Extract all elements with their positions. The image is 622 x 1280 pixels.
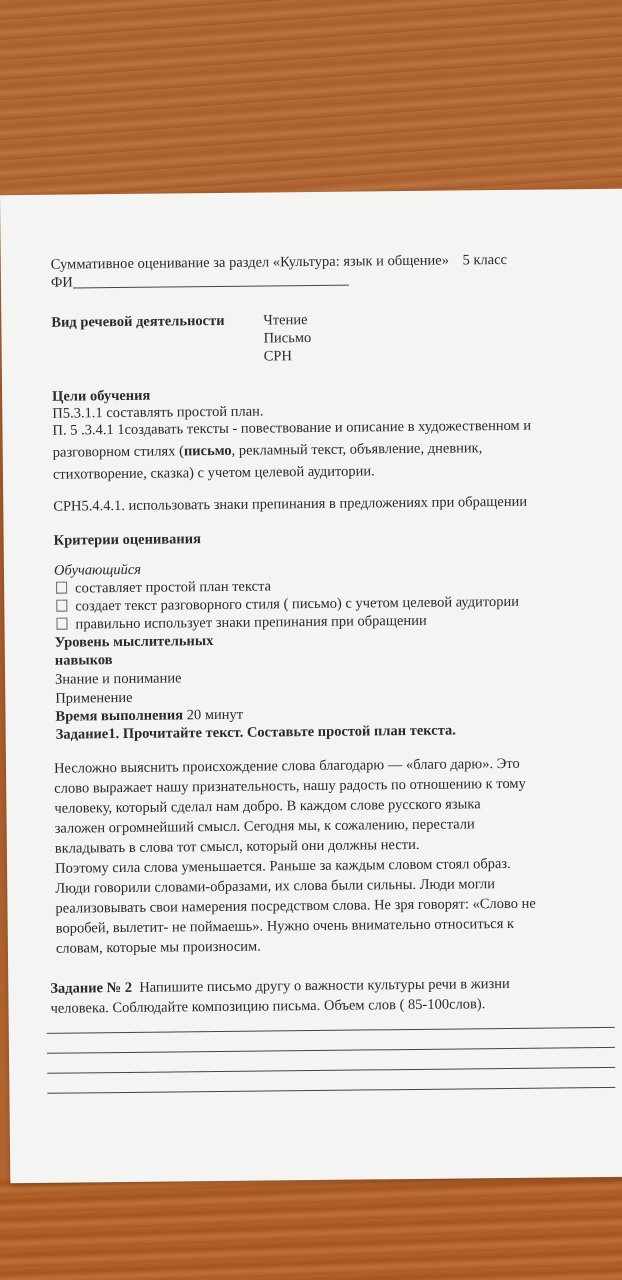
activity-item: Чтение: [263, 312, 308, 329]
activity-item: СРН: [263, 348, 293, 365]
task2-label: Задание № 2: [50, 979, 133, 997]
task1-text-line: реализовывать свои намерения посредством слова. Не зря говорят: «Слово не: [55, 895, 536, 917]
worksheet-page: [0, 189, 622, 1183]
task1-text-line: слово выражает нашу признательность, нашу радость по отношению к тому: [54, 775, 526, 797]
task1-text-line: человеку, который сделал нам добро. В каждом слове русского языка: [54, 796, 481, 817]
time-row: Время выполнения 20 минут: [55, 706, 244, 725]
checkbox-icon: [56, 582, 67, 594]
task1-text-line: заложен огромнейший смысл. Сегодня мы, к сожалению, перестали: [54, 816, 475, 837]
goal-line: стихотворение, сказка) с учетом целевой аудитории.: [52, 463, 375, 483]
answer-line[interactable]: [47, 1047, 615, 1054]
learner-label: Обучающийся: [53, 561, 142, 579]
name-underline: [73, 271, 349, 289]
task2-instruction: человека. Соблюдайте композицию письма. Объем слов ( 85-100слов).: [50, 996, 486, 1017]
task2-instruction: Задание № 2 Напишите письмо другу о важности культуры речи в жизни: [50, 975, 510, 997]
goal-line: П. 5 .3.4.1 1создавать тексты - повествование и описание в художественном и: [52, 417, 532, 439]
grade-label: 5 класс: [462, 251, 508, 269]
name-field[interactable]: ФИ: [51, 270, 349, 293]
desk-surface-bottom: [0, 1178, 622, 1280]
activity-label: Вид речевой деятельности: [51, 312, 225, 331]
answer-line[interactable]: [47, 1087, 615, 1094]
task1-title: Задание1. Прочитайте текст. Составьте простой план текста.: [55, 722, 456, 743]
criteria-item: правильно использует знаки препинания при обращении: [56, 611, 426, 635]
answer-line[interactable]: [47, 1027, 615, 1034]
criteria-heading: Критерии оценивания: [53, 531, 201, 549]
criteria-item: создает текст разговорного стиля ( письмо) с учетом целевой аудитории: [56, 592, 519, 617]
skill-item: Применение: [55, 689, 133, 707]
skill-item: Знание и понимание: [55, 670, 182, 688]
task1-text-line: словам, которые мы произносим.: [55, 938, 261, 957]
desk-surface-top: [0, 0, 622, 210]
task1-text-line: Поэтому сила слова уменьшается. Раньше за каждым словом стоял образ.: [54, 855, 511, 877]
goal-line: СРН5.4.4.1. использовать знаки препинания в предложениях при обращении: [53, 493, 528, 515]
task1-text-line: вкладывать в слова тот смысл, который они должны нести.: [54, 836, 420, 857]
page-title: Суммативное оценивание за раздел «Культура: язык и общение» 5 класс: [50, 251, 508, 273]
task1-text-line: Несложно выяснить происхождение слова благодарю — «благо дарю». Это: [53, 755, 520, 777]
goal-line: разговорном стилях (письмо, рекламный текст, объявление, дневник,: [52, 440, 483, 461]
checkbox-icon: [56, 618, 67, 630]
skills-heading: Уровень мыслительных: [54, 633, 214, 651]
skills-heading: навыков: [54, 652, 113, 669]
task1-text-line: Люди говорили словами-образами, их слова были сильны. Люди могли: [55, 876, 496, 897]
criteria-item: составляет простой план текста: [56, 576, 271, 598]
task1-text-line: воробей, вылетит- не поймаешь». Нужно очень внимательно относиться к: [55, 915, 515, 937]
activity-item: Письмо: [263, 330, 312, 347]
goals-heading: Цели обучения: [52, 387, 151, 405]
goal-line: П5.3.1.1 составлять простой план.: [52, 403, 264, 422]
answer-line[interactable]: [47, 1067, 615, 1074]
checkbox-icon: [56, 600, 67, 612]
